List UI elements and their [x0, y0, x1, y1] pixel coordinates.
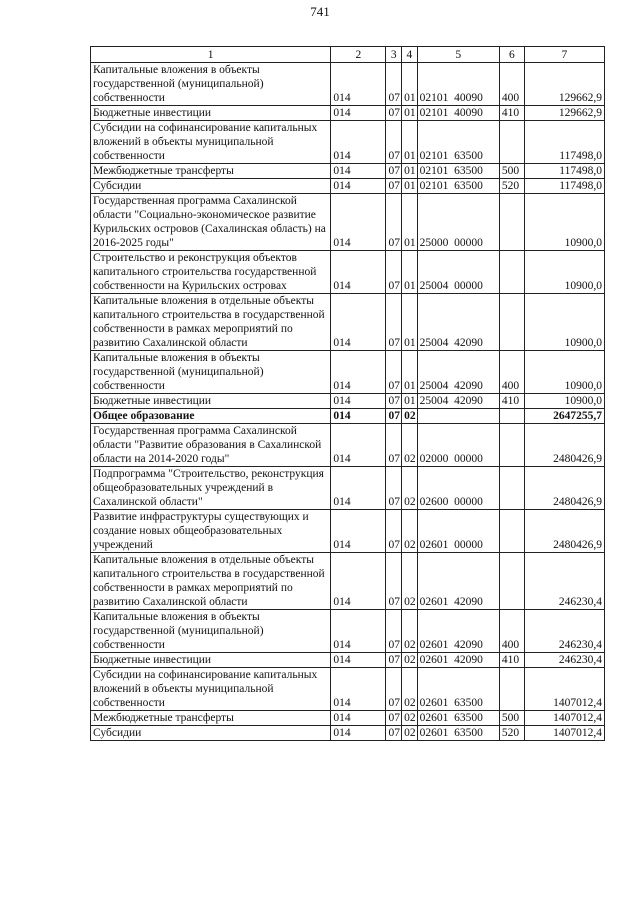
cell-target	[417, 409, 499, 424]
cell-name: Подпрограмма "Строительство, реконструкция общеобразовательных учреждений в Сахалинской области"	[91, 467, 331, 510]
cell-amount: 129662,9	[524, 63, 604, 106]
cell-section: 07	[386, 121, 402, 164]
cell-ministry: 014	[331, 121, 386, 164]
cell-subsection: 01	[402, 106, 418, 121]
cell-amount: 2647255,7	[524, 409, 604, 424]
cell-subsection: 01	[402, 251, 418, 294]
cell-ministry: 014	[331, 351, 386, 394]
cell-subsection: 01	[402, 121, 418, 164]
table-row	[91, 653, 605, 668]
table-row	[91, 164, 605, 179]
column-header-section: 3	[386, 47, 402, 63]
cell-amount: 10900,0	[524, 351, 604, 394]
cell-expense-type	[499, 409, 524, 424]
cell-expense-type	[499, 294, 524, 351]
cell-ministry: 014	[331, 194, 386, 251]
cell-amount: 246230,4	[524, 553, 604, 610]
table-row	[91, 610, 605, 653]
cell-target: 02601 42090	[417, 653, 499, 668]
cell-ministry: 014	[331, 424, 386, 467]
cell-section: 07	[386, 409, 402, 424]
column-header-name: 1	[91, 47, 331, 63]
cell-section: 07	[386, 610, 402, 653]
cell-expense-type	[499, 251, 524, 294]
table-row	[91, 106, 605, 121]
cell-ministry: 014	[331, 164, 386, 179]
cell-section: 07	[386, 394, 402, 409]
cell-expense-type	[499, 194, 524, 251]
cell-section: 07	[386, 726, 402, 741]
cell-ministry: 014	[331, 63, 386, 106]
cell-ministry: 014	[331, 610, 386, 653]
column-header-subsection: 4	[402, 47, 418, 63]
cell-amount: 1407012,4	[524, 726, 604, 741]
cell-amount: 10900,0	[524, 194, 604, 251]
cell-amount: 1407012,4	[524, 668, 604, 711]
cell-expense-type: 400	[499, 610, 524, 653]
cell-ministry: 014	[331, 294, 386, 351]
table-row	[91, 351, 605, 394]
cell-section: 07	[386, 164, 402, 179]
cell-subsection: 02	[402, 510, 418, 553]
cell-section: 07	[386, 467, 402, 510]
table-row	[91, 711, 605, 726]
cell-amount: 10900,0	[524, 294, 604, 351]
cell-subsection: 02	[402, 653, 418, 668]
cell-ministry: 014	[331, 409, 386, 424]
cell-name: Бюджетные инвестиции	[91, 106, 331, 121]
cell-section: 07	[386, 179, 402, 194]
cell-section: 07	[386, 424, 402, 467]
cell-name: Межбюджетные трансферты	[91, 711, 331, 726]
cell-target: 02601 42090	[417, 610, 499, 653]
cell-ministry: 014	[331, 711, 386, 726]
cell-amount: 117498,0	[524, 179, 604, 194]
cell-amount: 1407012,4	[524, 711, 604, 726]
cell-section: 07	[386, 63, 402, 106]
cell-expense-type	[499, 424, 524, 467]
cell-target: 25004 42090	[417, 294, 499, 351]
cell-target: 02601 42090	[417, 553, 499, 610]
cell-section: 07	[386, 294, 402, 351]
column-header-ministry: 2	[331, 47, 386, 63]
column-header-amount: 7	[524, 47, 604, 63]
budget-table	[90, 46, 605, 741]
table-row	[91, 294, 605, 351]
cell-name: Субсидии на софинансирование капитальных вложений в объекты муниципальной собственности	[91, 121, 331, 164]
table-row	[91, 424, 605, 467]
cell-name: Субсидии	[91, 726, 331, 741]
cell-ministry: 014	[331, 668, 386, 711]
cell-amount: 10900,0	[524, 394, 604, 409]
cell-target: 02601 00000	[417, 510, 499, 553]
table-row	[91, 726, 605, 741]
cell-subsection: 02	[402, 711, 418, 726]
cell-ministry: 014	[331, 553, 386, 610]
cell-subsection: 01	[402, 394, 418, 409]
cell-amount: 117498,0	[524, 121, 604, 164]
cell-section: 07	[386, 106, 402, 121]
cell-expense-type: 520	[499, 179, 524, 194]
cell-expense-type	[499, 553, 524, 610]
cell-amount: 10900,0	[524, 251, 604, 294]
cell-amount: 2480426,9	[524, 467, 604, 510]
cell-subsection: 02	[402, 467, 418, 510]
cell-amount: 2480426,9	[524, 424, 604, 467]
page-number: 741	[310, 4, 330, 19]
cell-expense-type	[499, 668, 524, 711]
table-row	[91, 668, 605, 711]
cell-expense-type: 500	[499, 711, 524, 726]
cell-ministry: 014	[331, 106, 386, 121]
cell-name: Государственная программа Сахалинской области "Социально-экономическое развитие Курильских островов (Сахалинская область) на 2016-2025 годы"	[91, 194, 331, 251]
cell-subsection: 01	[402, 63, 418, 106]
cell-expense-type	[499, 467, 524, 510]
cell-section: 07	[386, 668, 402, 711]
cell-section: 07	[386, 653, 402, 668]
cell-name: Межбюджетные трансферты	[91, 164, 331, 179]
cell-subsection: 02	[402, 726, 418, 741]
table-row	[91, 179, 605, 194]
column-header-target: 5	[417, 47, 499, 63]
cell-ministry: 014	[331, 394, 386, 409]
cell-target: 02101 40090	[417, 63, 499, 106]
table-row	[91, 121, 605, 164]
cell-section: 07	[386, 251, 402, 294]
cell-target: 02101 63500	[417, 164, 499, 179]
cell-expense-type: 400	[499, 351, 524, 394]
cell-subsection: 01	[402, 179, 418, 194]
cell-expense-type	[499, 510, 524, 553]
cell-expense-type: 400	[499, 63, 524, 106]
cell-name: Капитальные вложения в отдельные объекты капитального строительства в государственной собственности в рамках мероприятий по развитию Сахалинской области	[91, 553, 331, 610]
cell-subsection: 02	[402, 668, 418, 711]
cell-ministry: 014	[331, 653, 386, 668]
cell-subsection: 01	[402, 194, 418, 251]
cell-amount: 246230,4	[524, 610, 604, 653]
cell-name: Капитальные вложения в объекты государственной (муниципальной) собственности	[91, 610, 331, 653]
cell-expense-type: 500	[499, 164, 524, 179]
table-row	[91, 63, 605, 106]
cell-name: Строительство и реконструкция объектов капитального строительства государственной собственности на Курильских островах	[91, 251, 331, 294]
cell-name: Бюджетные инвестиции	[91, 653, 331, 668]
cell-target: 02101 63500	[417, 179, 499, 194]
cell-subsection: 01	[402, 351, 418, 394]
cell-section: 07	[386, 351, 402, 394]
cell-target: 02101 40090	[417, 106, 499, 121]
cell-target: 02000 00000	[417, 424, 499, 467]
column-header-expense-type: 6	[499, 47, 524, 63]
cell-name: Общее образование	[91, 409, 331, 424]
table-row	[91, 510, 605, 553]
cell-expense-type: 410	[499, 394, 524, 409]
cell-target: 25004 00000	[417, 251, 499, 294]
cell-target: 02601 63500	[417, 711, 499, 726]
cell-expense-type: 410	[499, 106, 524, 121]
cell-name: Субсидии	[91, 179, 331, 194]
cell-ministry: 014	[331, 179, 386, 194]
cell-target: 02601 63500	[417, 668, 499, 711]
cell-amount: 117498,0	[524, 164, 604, 179]
cell-amount: 246230,4	[524, 653, 604, 668]
table-row	[91, 194, 605, 251]
cell-section: 07	[386, 510, 402, 553]
table-row	[91, 553, 605, 610]
cell-subsection: 02	[402, 424, 418, 467]
cell-target: 25000 00000	[417, 194, 499, 251]
cell-ministry: 014	[331, 251, 386, 294]
cell-name: Бюджетные инвестиции	[91, 394, 331, 409]
table-row	[91, 467, 605, 510]
cell-amount: 2480426,9	[524, 510, 604, 553]
cell-target: 25004 42090	[417, 351, 499, 394]
cell-ministry: 014	[331, 510, 386, 553]
cell-target: 25004 42090	[417, 394, 499, 409]
cell-name: Субсидии на софинансирование капитальных вложений в объекты муниципальной собственности	[91, 668, 331, 711]
table-row	[91, 251, 605, 294]
cell-subsection: 01	[402, 294, 418, 351]
cell-amount: 129662,9	[524, 106, 604, 121]
cell-subsection: 02	[402, 610, 418, 653]
cell-name: Капитальные вложения в отдельные объекты капитального строительства в государственной собственности в рамках мероприятий по развитию Сахалинской области	[91, 294, 331, 351]
cell-section: 07	[386, 194, 402, 251]
cell-subsection: 02	[402, 409, 418, 424]
cell-target: 02601 63500	[417, 726, 499, 741]
cell-target: 02101 63500	[417, 121, 499, 164]
cell-expense-type	[499, 121, 524, 164]
cell-target: 02600 00000	[417, 467, 499, 510]
cell-section: 07	[386, 553, 402, 610]
column-header-row	[91, 47, 605, 63]
cell-name: Государственная программа Сахалинской области "Развитие образования в Сахалинской области на 2014-2020 годы"	[91, 424, 331, 467]
cell-subsection: 01	[402, 164, 418, 179]
cell-ministry: 014	[331, 467, 386, 510]
table-row	[91, 409, 605, 424]
cell-ministry: 014	[331, 726, 386, 741]
table-row	[91, 394, 605, 409]
cell-expense-type: 410	[499, 653, 524, 668]
cell-name: Капитальные вложения в объекты государственной (муниципальной) собственности	[91, 351, 331, 394]
cell-name: Капитальные вложения в объекты государственной (муниципальной) собственности	[91, 63, 331, 106]
cell-name: Развитие инфраструктуры существующих и создание новых общеобразовательных учреждений	[91, 510, 331, 553]
cell-subsection: 02	[402, 553, 418, 610]
cell-expense-type: 520	[499, 726, 524, 741]
cell-section: 07	[386, 711, 402, 726]
